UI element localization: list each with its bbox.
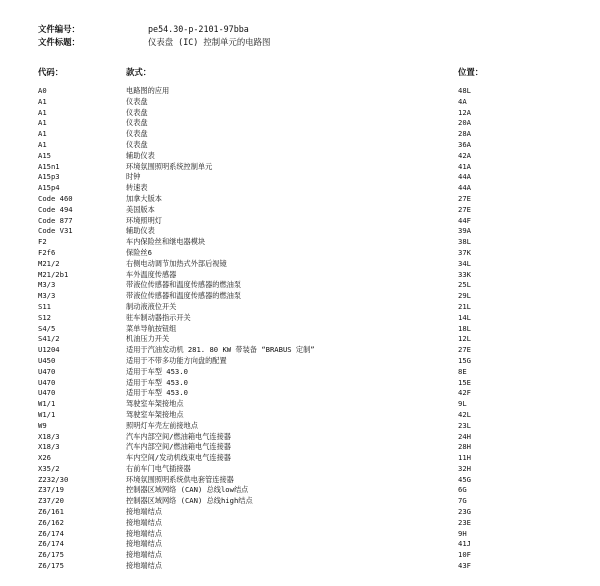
row-position: 41J xyxy=(458,539,471,549)
row-code: U1204 xyxy=(38,345,60,355)
row-code: A0 xyxy=(38,86,47,95)
table-row xyxy=(38,108,578,119)
row-description: 车内空间/发动机线束电气连接器 xyxy=(126,453,231,463)
header-pos: 位置： xyxy=(458,67,484,77)
table-row xyxy=(38,118,578,129)
row-code: A1 xyxy=(38,139,47,149)
row-code: X18/3 xyxy=(38,431,60,441)
header-desc: 款式： xyxy=(126,67,152,77)
table-row xyxy=(38,172,578,183)
table-row xyxy=(38,345,578,356)
row-position: 25L xyxy=(458,280,471,290)
row-code: A15 xyxy=(38,150,51,160)
row-description: 控制器区域网络 (CAN) 总线high结点 xyxy=(126,496,253,506)
row-code: Z6/161 xyxy=(38,507,64,517)
row-code: Code V31 xyxy=(38,226,73,236)
table-row xyxy=(38,367,578,378)
table-row xyxy=(38,421,578,432)
row-code: Z6/174 xyxy=(38,539,64,549)
row-description: 车内保险丝和继电器模块 xyxy=(126,237,206,247)
row-position: 6G xyxy=(458,485,467,495)
row-code: Code 494 xyxy=(38,204,73,214)
row-description: 驻车制动器指示开关 xyxy=(126,312,191,322)
row-position: 44F xyxy=(458,215,471,225)
row-description: 适用于车型 453.0 xyxy=(126,366,188,376)
row-description: 机油压力开关 xyxy=(126,334,170,344)
row-position: 8E xyxy=(458,366,467,376)
row-position: 20A xyxy=(458,118,471,128)
row-description: 接地端结点 xyxy=(126,517,162,527)
row-position: 27E xyxy=(458,204,471,214)
row-code: Code 877 xyxy=(38,215,73,225)
row-code: Z232/30 xyxy=(38,474,69,484)
row-code: M21/2 xyxy=(38,258,60,268)
row-code: S12 xyxy=(38,312,51,322)
table-row xyxy=(38,388,578,399)
row-description: 驾驶室车架接地点 xyxy=(126,409,184,419)
row-code: F2 xyxy=(38,237,47,247)
doc-number-label: 文件编号： xyxy=(38,24,80,34)
component-table xyxy=(38,86,578,572)
table-row xyxy=(38,410,578,421)
row-code: Z37/20 xyxy=(38,496,64,506)
row-description: 仪表盘 xyxy=(126,118,148,128)
row-position: 27E xyxy=(458,345,471,355)
row-code: A15p3 xyxy=(38,172,60,182)
table-row xyxy=(38,313,578,324)
row-description: 接地端结点 xyxy=(126,539,162,549)
row-description: 环境氛围照明系统供电套管连接器 xyxy=(126,474,234,484)
row-code: S41/2 xyxy=(38,334,60,344)
table-row xyxy=(38,529,578,540)
row-position: 9L xyxy=(458,399,467,409)
row-code: A1 xyxy=(38,107,47,117)
table-row xyxy=(38,162,578,173)
table-row xyxy=(38,129,578,140)
row-description: 美国版本 xyxy=(126,204,155,214)
row-description: 带液位传感器和温度传感器的燃油泵 xyxy=(126,280,242,290)
table-row xyxy=(38,485,578,496)
table-row xyxy=(38,324,578,335)
row-code: M3/3 xyxy=(38,291,56,301)
row-code: U470 xyxy=(38,366,56,376)
table-row xyxy=(38,464,578,475)
row-position: 39A xyxy=(458,226,471,236)
table-row xyxy=(38,216,578,227)
row-code: X18/3 xyxy=(38,442,60,452)
row-description: 加拿大版本 xyxy=(126,193,162,203)
row-description: 环境照明灯 xyxy=(126,215,162,225)
row-code: A1 xyxy=(38,129,47,139)
row-code: Z37/19 xyxy=(38,485,64,495)
row-description: 制动液液位开关 xyxy=(126,301,177,311)
row-description: 仪表盘 xyxy=(126,129,148,139)
table-row xyxy=(38,248,578,259)
row-code: Z6/175 xyxy=(38,561,64,571)
row-position: 23G xyxy=(458,507,471,517)
table-row xyxy=(38,378,578,389)
row-description: 汽车内部空间/燃油箱电气连接器 xyxy=(126,442,231,452)
row-code: A15n1 xyxy=(38,161,60,171)
row-position: 37K xyxy=(458,247,471,257)
row-description: 电路图的应用 xyxy=(126,86,170,95)
row-code: M21/2b1 xyxy=(38,269,69,279)
row-position: 42A xyxy=(458,150,471,160)
table-row xyxy=(38,259,578,270)
row-description: 车外温度传感器 xyxy=(126,269,177,279)
row-position: 43F xyxy=(458,561,471,571)
table-row xyxy=(38,561,578,572)
row-description: 仪表盘 xyxy=(126,139,148,149)
row-code: A15p4 xyxy=(38,183,60,193)
row-description: 保险丝6 xyxy=(126,247,152,257)
row-description: 带液位传感器和温度传感器的燃油泵 xyxy=(126,291,242,301)
row-description: 适用于不带多功能方向盘的配置 xyxy=(126,355,227,365)
row-code: W9 xyxy=(38,420,47,430)
row-code: S11 xyxy=(38,301,51,311)
row-position: 48L xyxy=(458,86,471,95)
row-description: 接地端结点 xyxy=(126,561,162,571)
row-code: X35/2 xyxy=(38,463,60,473)
row-position: 12L xyxy=(458,334,471,344)
row-code: W1/1 xyxy=(38,409,56,419)
table-row xyxy=(38,280,578,291)
row-code: Z6/175 xyxy=(38,550,64,560)
row-description: 菜单导航按钮组 xyxy=(126,323,177,333)
row-position: 23L xyxy=(458,420,471,430)
row-description: 适用于车型 453.0 xyxy=(126,377,188,387)
table-row xyxy=(38,86,578,97)
table-row xyxy=(38,334,578,345)
row-position: 24H xyxy=(458,431,471,441)
row-position: 4A xyxy=(458,96,467,106)
row-code: A1 xyxy=(38,96,47,106)
table-row xyxy=(38,475,578,486)
row-position: 44A xyxy=(458,172,471,182)
row-code: Z6/162 xyxy=(38,517,64,527)
table-row xyxy=(38,507,578,518)
table-row xyxy=(38,399,578,410)
row-position: 7G xyxy=(458,496,467,506)
row-description: 接地端结点 xyxy=(126,528,162,538)
table-row xyxy=(38,518,578,529)
row-position: 42L xyxy=(458,409,471,419)
row-description: 辅助仪表 xyxy=(126,150,155,160)
row-position: 45G xyxy=(458,474,471,484)
row-position: 15E xyxy=(458,377,471,387)
row-code: X26 xyxy=(38,453,51,463)
row-description: 右侧电动调节加热式外部后视镜 xyxy=(126,258,227,268)
table-row xyxy=(38,302,578,313)
row-code: U450 xyxy=(38,355,56,365)
row-code: U470 xyxy=(38,388,56,398)
row-position: 41A xyxy=(458,161,471,171)
row-position: 21L xyxy=(458,301,471,311)
row-position: 14L xyxy=(458,312,471,322)
row-description: 接地端结点 xyxy=(126,507,162,517)
table-row xyxy=(38,550,578,561)
row-description: 汽车内部空间/燃油箱电气连接器 xyxy=(126,431,231,441)
doc-title-value: 仪表盘 (IC) 控制单元的电路图 xyxy=(148,37,271,47)
row-position: 34L xyxy=(458,258,471,268)
table-row xyxy=(38,539,578,550)
table-row xyxy=(38,453,578,464)
row-position: 42F xyxy=(458,388,471,398)
table-row xyxy=(38,291,578,302)
table-row xyxy=(38,226,578,237)
row-code: S4/5 xyxy=(38,323,56,333)
row-position: 36A xyxy=(458,139,471,149)
doc-title-label: 文件标题： xyxy=(38,37,80,47)
table-header xyxy=(38,66,578,78)
row-position: 44A xyxy=(458,183,471,193)
row-description: 适用于车型 453.0 xyxy=(126,388,188,398)
row-position: 11H xyxy=(458,453,471,463)
table-row xyxy=(38,183,578,194)
row-description: 照明灯车壳左前接地点 xyxy=(126,420,198,430)
row-position: 23E xyxy=(458,517,471,527)
row-description: 右前车门电气插接器 xyxy=(126,463,191,473)
table-row xyxy=(38,97,578,108)
row-position: 18L xyxy=(458,323,471,333)
row-position: 15G xyxy=(458,355,471,365)
row-position: 33K xyxy=(458,269,471,279)
doc-number-value: pe54.30-p-2101-97bba xyxy=(148,24,249,34)
table-row xyxy=(38,151,578,162)
table-row xyxy=(38,442,578,453)
row-position: 28H xyxy=(458,442,471,452)
table-row xyxy=(38,356,578,367)
row-description: 适用于汽油发动机 281. 80 KW 带装备 “BRABUS 定制” xyxy=(126,345,315,355)
row-position: 10F xyxy=(458,550,471,560)
row-description: 驾驶室车架接地点 xyxy=(126,399,184,409)
row-description: 转速表 xyxy=(126,183,148,193)
row-code: Code 460 xyxy=(38,193,73,203)
row-code: A1 xyxy=(38,118,47,128)
row-description: 接地端结点 xyxy=(126,550,162,560)
table-row xyxy=(38,496,578,507)
row-position: 38L xyxy=(458,237,471,247)
row-description: 仪表盘 xyxy=(126,107,148,117)
table-row xyxy=(38,270,578,281)
row-code: Z6/174 xyxy=(38,528,64,538)
row-code: U470 xyxy=(38,377,56,387)
row-position: 12A xyxy=(458,107,471,117)
row-position: 27E xyxy=(458,193,471,203)
table-row xyxy=(38,194,578,205)
table-row xyxy=(38,140,578,151)
header-code: 代码： xyxy=(38,67,64,77)
row-description: 时钟 xyxy=(126,172,141,182)
table-row xyxy=(38,205,578,216)
row-description: 环境氛围照明系统控制单元 xyxy=(126,161,213,171)
table-row xyxy=(38,237,578,248)
row-position: 9H xyxy=(458,528,467,538)
row-position: 28A xyxy=(458,129,471,139)
table-row xyxy=(38,432,578,443)
row-description: 控制器区域网络 (CAN) 总线low结点 xyxy=(126,485,249,495)
row-code: M3/3 xyxy=(38,280,56,290)
row-position: 29L xyxy=(458,291,471,301)
row-position: 32H xyxy=(458,463,471,473)
row-code: F2f6 xyxy=(38,247,56,257)
row-description: 辅助仪表 xyxy=(126,226,155,236)
row-code: W1/1 xyxy=(38,399,56,409)
row-description: 仪表盘 xyxy=(126,96,148,106)
